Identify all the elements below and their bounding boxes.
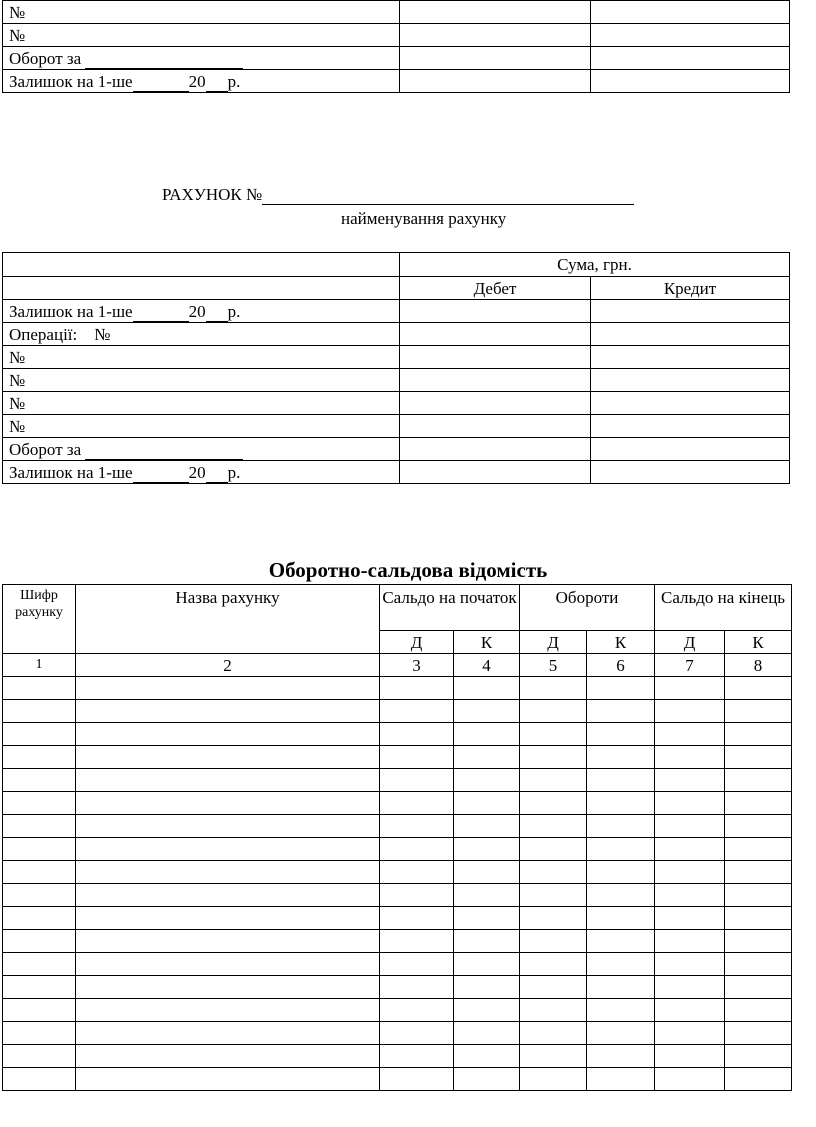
table-row	[3, 677, 792, 700]
empty-cell	[454, 746, 520, 769]
empty-cell	[454, 953, 520, 976]
empty-cell	[380, 930, 454, 953]
empty-cell	[3, 1022, 76, 1045]
empty-cell	[454, 838, 520, 861]
account-name-line	[262, 186, 634, 205]
empty-cell	[587, 976, 655, 999]
empty-cell	[454, 999, 520, 1022]
balance-label: Залишок на 1-ше	[9, 462, 133, 482]
empty-cell	[3, 723, 76, 746]
empty-cell	[380, 884, 454, 907]
empty-cell	[380, 953, 454, 976]
empty-cell	[76, 953, 380, 976]
empty-cell	[520, 723, 587, 746]
empty-cell	[3, 792, 76, 815]
empty-cell	[454, 792, 520, 815]
empty-cell	[520, 769, 587, 792]
empty-cell	[655, 907, 725, 930]
table-row	[3, 1, 790, 24]
column-number: 6	[587, 654, 655, 677]
empty-cell	[725, 1045, 792, 1068]
empty-cell	[3, 838, 76, 861]
empty-cell	[454, 700, 520, 723]
empty-cell	[380, 1068, 454, 1091]
empty-cell	[76, 746, 380, 769]
column-number: 3	[380, 654, 454, 677]
empty-cell	[725, 999, 792, 1022]
empty-cell	[520, 815, 587, 838]
empty-cell	[520, 677, 587, 700]
empty-cell	[76, 907, 380, 930]
opening-balance-header: Сальдо на початок	[380, 585, 520, 631]
table-row	[3, 907, 792, 930]
empty-cell	[655, 953, 725, 976]
empty-cell	[587, 838, 655, 861]
top-table	[2, 0, 790, 93]
empty-cell	[655, 792, 725, 815]
empty-cell	[655, 884, 725, 907]
empty-cell	[454, 930, 520, 953]
account-subtitle: найменування рахунку	[341, 209, 507, 228]
table-row	[3, 746, 792, 769]
empty-cell	[725, 792, 792, 815]
opening-balance-row	[3, 300, 400, 323]
empty-cell	[587, 861, 655, 884]
table-row	[3, 300, 790, 323]
name-header: Назва рахунку	[76, 585, 380, 654]
table-row	[3, 1045, 792, 1068]
empty-cell	[520, 884, 587, 907]
empty-cell	[76, 815, 380, 838]
operations-label: Операції:	[9, 324, 78, 344]
row-number-label: №	[3, 346, 400, 369]
debit-header: Дебет	[400, 277, 591, 300]
empty-cell	[520, 838, 587, 861]
empty-cell	[76, 700, 380, 723]
empty-cell	[380, 700, 454, 723]
table-row	[3, 461, 790, 484]
empty-cell	[587, 884, 655, 907]
column-number: 1	[3, 654, 76, 677]
table-row	[3, 24, 790, 47]
empty-cell	[587, 815, 655, 838]
empty-cell	[454, 1045, 520, 1068]
column-number: 2	[76, 654, 380, 677]
year-label: 20	[188, 462, 206, 482]
empty-cell	[655, 723, 725, 746]
table-row	[3, 47, 790, 70]
year-label: 20	[188, 71, 206, 91]
empty-cell	[380, 838, 454, 861]
empty-cell	[587, 1045, 655, 1068]
empty-cell	[520, 999, 587, 1022]
empty-cell	[655, 838, 725, 861]
sum-header: Сума, грн.	[400, 253, 790, 277]
row-number-label: №	[3, 392, 400, 415]
table-row	[3, 70, 790, 93]
empty-cell	[3, 976, 76, 999]
empty-cell	[454, 976, 520, 999]
empty-cell	[454, 1068, 520, 1091]
empty-cell	[655, 815, 725, 838]
empty-cell	[587, 1022, 655, 1045]
table-row	[3, 369, 790, 392]
empty-cell	[380, 1022, 454, 1045]
osv-table	[2, 584, 792, 1091]
empty-cell	[655, 976, 725, 999]
empty-cell	[520, 700, 587, 723]
debit-subheader: Д	[655, 631, 725, 654]
empty-cell	[520, 953, 587, 976]
year-label: 20	[188, 301, 206, 321]
empty-cell	[587, 677, 655, 700]
empty-cell	[725, 1068, 792, 1091]
empty-cell	[655, 930, 725, 953]
osv-body	[3, 677, 792, 1091]
empty-cell	[725, 746, 792, 769]
empty-cell	[587, 746, 655, 769]
year-suffix: р.	[227, 71, 241, 91]
empty-cell	[76, 976, 380, 999]
balance-row	[3, 70, 400, 93]
empty-cell	[380, 746, 454, 769]
table-row	[3, 723, 792, 746]
empty-cell	[3, 700, 76, 723]
table-row	[3, 438, 790, 461]
table-row	[3, 861, 792, 884]
debit-subheader: Д	[520, 631, 587, 654]
table-row	[3, 838, 792, 861]
empty-cell	[76, 999, 380, 1022]
empty-cell	[587, 723, 655, 746]
row-number-label: №	[94, 324, 111, 344]
credit-subheader: К	[587, 631, 655, 654]
empty-cell	[520, 1022, 587, 1045]
empty-cell	[655, 1022, 725, 1045]
table-row	[3, 884, 792, 907]
row-number-label: №	[3, 1, 400, 24]
empty-cell	[587, 1068, 655, 1091]
empty-cell	[587, 792, 655, 815]
table-row	[3, 346, 790, 369]
empty-cell	[380, 723, 454, 746]
operations-row	[3, 323, 400, 346]
empty-cell	[655, 1045, 725, 1068]
empty-cell	[655, 746, 725, 769]
empty-cell	[454, 1022, 520, 1045]
empty-cell	[655, 1068, 725, 1091]
empty-cell	[725, 976, 792, 999]
turnover-label: Оборот за	[9, 439, 82, 459]
table-row	[3, 1068, 792, 1091]
empty-cell	[3, 815, 76, 838]
empty-cell	[587, 769, 655, 792]
empty-cell	[520, 976, 587, 999]
empty-cell	[454, 677, 520, 700]
empty-cell	[454, 861, 520, 884]
empty-cell	[454, 907, 520, 930]
column-number: 8	[725, 654, 792, 677]
empty-cell	[380, 769, 454, 792]
empty-cell	[380, 861, 454, 884]
empty-cell	[725, 677, 792, 700]
empty-cell	[655, 700, 725, 723]
table-row	[3, 277, 790, 300]
empty-cell	[3, 930, 76, 953]
empty-cell	[725, 930, 792, 953]
empty-cell	[520, 1045, 587, 1068]
empty-cell	[454, 769, 520, 792]
year-suffix: р.	[227, 301, 241, 321]
empty-cell	[725, 769, 792, 792]
empty-cell	[3, 999, 76, 1022]
table-row	[3, 999, 792, 1022]
empty-cell	[587, 930, 655, 953]
table-row	[3, 1022, 792, 1045]
osv-title: Оборотно-сальдова відомість	[268, 558, 548, 582]
empty-cell	[520, 930, 587, 953]
empty-cell	[76, 677, 380, 700]
closing-balance-header: Сальдо на кінець	[655, 585, 792, 631]
empty-cell	[587, 700, 655, 723]
empty-cell	[725, 953, 792, 976]
column-number: 5	[520, 654, 587, 677]
table-row	[3, 392, 790, 415]
table-row	[3, 953, 792, 976]
empty-cell	[3, 746, 76, 769]
credit-header: Кредит	[591, 277, 790, 300]
empty-cell	[725, 723, 792, 746]
code-header: Шифр рахунку	[3, 585, 76, 654]
empty-cell	[725, 907, 792, 930]
closing-balance-row	[3, 461, 400, 484]
column-number: 4	[454, 654, 520, 677]
empty-cell	[655, 999, 725, 1022]
empty-cell	[725, 700, 792, 723]
empty-cell	[725, 1022, 792, 1045]
empty-cell	[3, 953, 76, 976]
empty-cell	[454, 884, 520, 907]
empty-cell	[3, 1068, 76, 1091]
empty-cell	[76, 838, 380, 861]
empty-cell	[725, 884, 792, 907]
empty-cell	[520, 861, 587, 884]
turnover-row	[3, 47, 400, 70]
row-number-label: №	[3, 24, 400, 47]
row-number-label: №	[3, 369, 400, 392]
account-table	[2, 252, 790, 484]
table-row	[3, 976, 792, 999]
empty-cell	[3, 677, 76, 700]
column-number: 7	[655, 654, 725, 677]
osv-number-row	[3, 654, 792, 677]
empty-cell	[655, 769, 725, 792]
table-row	[3, 700, 792, 723]
empty-cell	[76, 884, 380, 907]
empty-cell	[380, 999, 454, 1022]
empty-cell	[520, 792, 587, 815]
empty-cell	[76, 792, 380, 815]
table-row	[3, 769, 792, 792]
empty-cell	[725, 861, 792, 884]
table-row	[3, 815, 792, 838]
empty-cell	[76, 769, 380, 792]
debit-subheader: Д	[380, 631, 454, 654]
empty-cell	[587, 907, 655, 930]
row-number-label: №	[3, 415, 400, 438]
credit-subheader: К	[725, 631, 792, 654]
balance-label: Залишок на 1-ше	[9, 71, 133, 91]
empty-cell	[76, 1022, 380, 1045]
balance-label: Залишок на 1-ше	[9, 301, 133, 321]
table-row	[3, 253, 790, 277]
osv-header-row	[3, 585, 792, 631]
empty-cell	[76, 723, 380, 746]
empty-cell	[520, 746, 587, 769]
empty-cell	[655, 677, 725, 700]
empty-cell	[380, 792, 454, 815]
account-title-label: РАХУНОК №	[162, 185, 263, 204]
empty-cell	[3, 1045, 76, 1068]
empty-cell	[380, 677, 454, 700]
empty-cell	[380, 1045, 454, 1068]
empty-cell	[380, 815, 454, 838]
empty-cell	[587, 953, 655, 976]
empty-cell	[3, 769, 76, 792]
account-title	[162, 185, 634, 205]
empty-cell	[454, 723, 520, 746]
table-row	[3, 323, 790, 346]
empty-cell	[3, 884, 76, 907]
empty-cell	[725, 815, 792, 838]
table-row	[3, 792, 792, 815]
empty-cell	[725, 838, 792, 861]
empty-cell	[76, 1045, 380, 1068]
turnover-header: Обороти	[520, 585, 655, 631]
table-row	[3, 930, 792, 953]
empty-cell	[587, 999, 655, 1022]
empty-cell	[454, 815, 520, 838]
empty-cell	[520, 907, 587, 930]
empty-cell	[3, 861, 76, 884]
empty-cell	[520, 1068, 587, 1091]
empty-cell	[76, 930, 380, 953]
empty-cell	[76, 861, 380, 884]
turnover-label: Оборот за	[9, 48, 82, 68]
year-suffix: р.	[227, 462, 241, 482]
turnover-row	[3, 438, 400, 461]
empty-cell	[655, 861, 725, 884]
empty-cell	[3, 907, 76, 930]
credit-subheader: К	[454, 631, 520, 654]
empty-cell	[76, 1068, 380, 1091]
empty-cell	[380, 976, 454, 999]
empty-cell	[380, 907, 454, 930]
table-row	[3, 415, 790, 438]
